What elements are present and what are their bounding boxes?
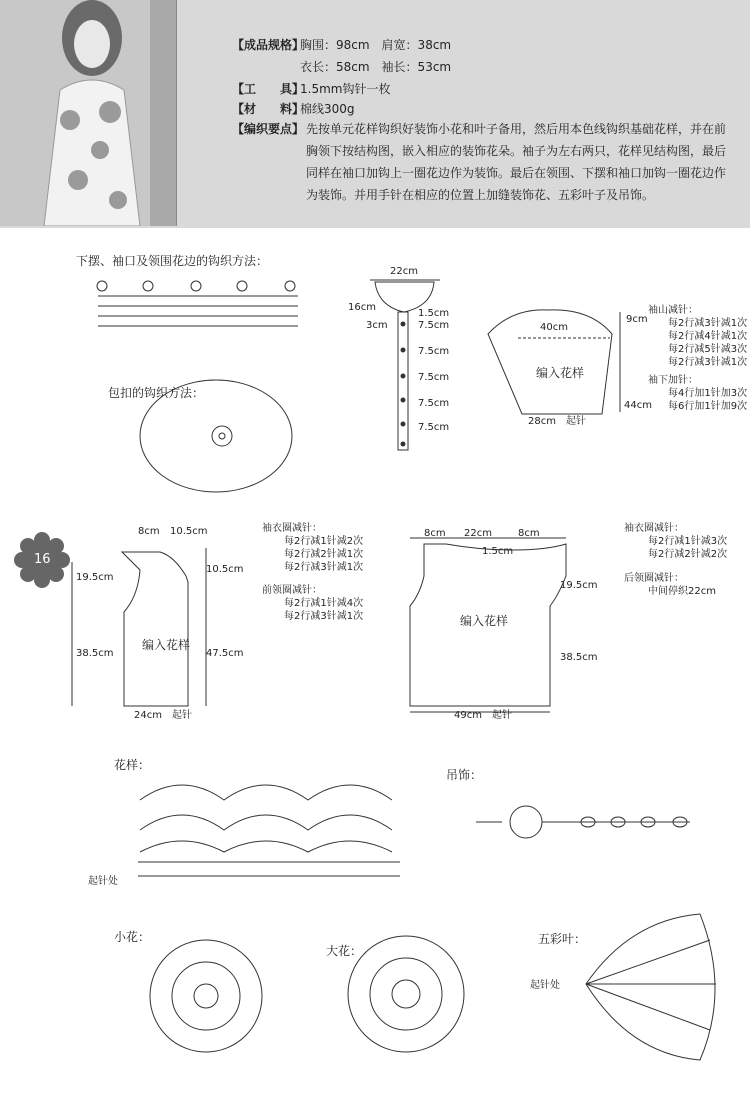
spec-key-points: 【编织要点】: [232, 122, 305, 136]
placket-spacing: 7.5cm: [418, 320, 450, 331]
sleeve-bottom: 28cm 起针: [528, 416, 586, 427]
small-flower-title: 小花：: [114, 930, 151, 944]
front-neck-notes: 前领圈减针： 每2行减1针减4次 每2行减3针减1次: [262, 585, 364, 622]
spec-material: 【材 料】棉线300g: [232, 102, 355, 116]
button-title: 包扣的钩织方法：: [108, 386, 205, 400]
leaf-chart: [586, 914, 716, 1060]
front-body: 38.5cm: [76, 648, 114, 659]
back-armhole: 19.5cm: [560, 580, 598, 591]
big-flower-chart: [348, 936, 464, 1052]
back-body: 38.5cm: [560, 652, 598, 663]
back-neck-drop: 1.5cm: [482, 546, 514, 557]
spec-size-1: 【成品规格】胸围：98cm 肩宽：38cm: [232, 38, 452, 52]
placket-spacing: 7.5cm: [418, 422, 450, 433]
pattern-title: 花样：: [114, 758, 151, 772]
knitting-description: 先按单元花样钩织好装饰小花和叶子备用，然后用本色线钩织基础花样，并在前胸领下按结构图，嵌入相应的装饰花朵。袖子为左右两只，花样见结构图，最后同样在袖口加钩上一圈花边作为装饰。最后在领围、下摆和袖口加钩一圈花边作为装饰。并用手针在相应的位置上加缝装饰花、五彩叶子及吊饰。: [306, 122, 727, 202]
placket-spacing: 7.5cm: [418, 398, 450, 409]
sleeve-inc-notes: 袖下加针： 每4行加1针加3次 每6行加1针加9次: [648, 375, 748, 412]
back-pattern: 编入花样: [460, 614, 509, 628]
placket-spacing: 7.5cm: [418, 372, 450, 383]
front-armhole-notes: 袖衣圈减针： 每2行减1针减2次 每2行减2针减1次 每2行减3针减1次: [262, 523, 364, 573]
placket-left: 16cm: [348, 302, 376, 313]
sleeve-cap: 9cm: [626, 314, 648, 325]
back-neck-notes: 后领圈减针： 中间停织22cm: [624, 573, 716, 597]
sleeve-length: 44cm: [624, 400, 652, 411]
front-armhole: 19.5cm: [76, 572, 114, 583]
leaf-title: 五彩叶：: [538, 932, 587, 946]
back-bottom: 49cm 起针: [454, 710, 512, 721]
back-top-a: 8cm: [424, 528, 446, 539]
front-top-a: 8cm: [138, 526, 160, 537]
big-flower-title: 大花：: [326, 944, 363, 958]
front-pattern: 编入花样: [142, 638, 191, 652]
front-neck: 10.5cm: [206, 564, 244, 575]
front-top-b: 10.5cm: [170, 526, 208, 537]
pattern-start-label: 起针处: [88, 876, 118, 887]
placket-first: 1.5cm: [418, 308, 450, 319]
placket-spacing: 7.5cm: [418, 346, 450, 357]
placket-top: 22cm: [390, 266, 418, 277]
back-top-b: 22cm: [464, 528, 492, 539]
front-side: 47.5cm: [206, 648, 244, 659]
edging-chart: [97, 281, 298, 326]
placket-left2: 3cm: [366, 320, 388, 331]
page-number: 16: [34, 552, 51, 567]
sleeve-pattern: 编入花样: [536, 366, 585, 380]
sleeve-cap-notes: 袖山减针： 每2行减3针减1次 每2行减4针减1次 每2行减5针减3次 每2行减3针减1次: [648, 305, 748, 368]
pendant-chart: [476, 806, 690, 838]
main-pattern-chart: [138, 785, 400, 876]
leaf-start-label: 起针处: [530, 980, 560, 991]
spec-tools: 【工 具】1.5mm钩针一枚: [232, 82, 391, 96]
edging-title: 下摆、袖口及领围花边的钩织方法：: [76, 254, 269, 268]
sleeve-top: 40cm: [540, 322, 568, 333]
spec-size-2: 衣长：58cm 袖长：53cm: [300, 60, 452, 74]
back-top-c: 8cm: [518, 528, 540, 539]
front-bottom: 24cm 起针: [134, 710, 192, 721]
small-flower-chart: [150, 940, 262, 1052]
pendant-title: 吊饰：: [446, 768, 483, 782]
back-armhole-notes: 袖衣圈减针： 每2行减1针减3次 每2行减2针减2次: [624, 523, 728, 560]
